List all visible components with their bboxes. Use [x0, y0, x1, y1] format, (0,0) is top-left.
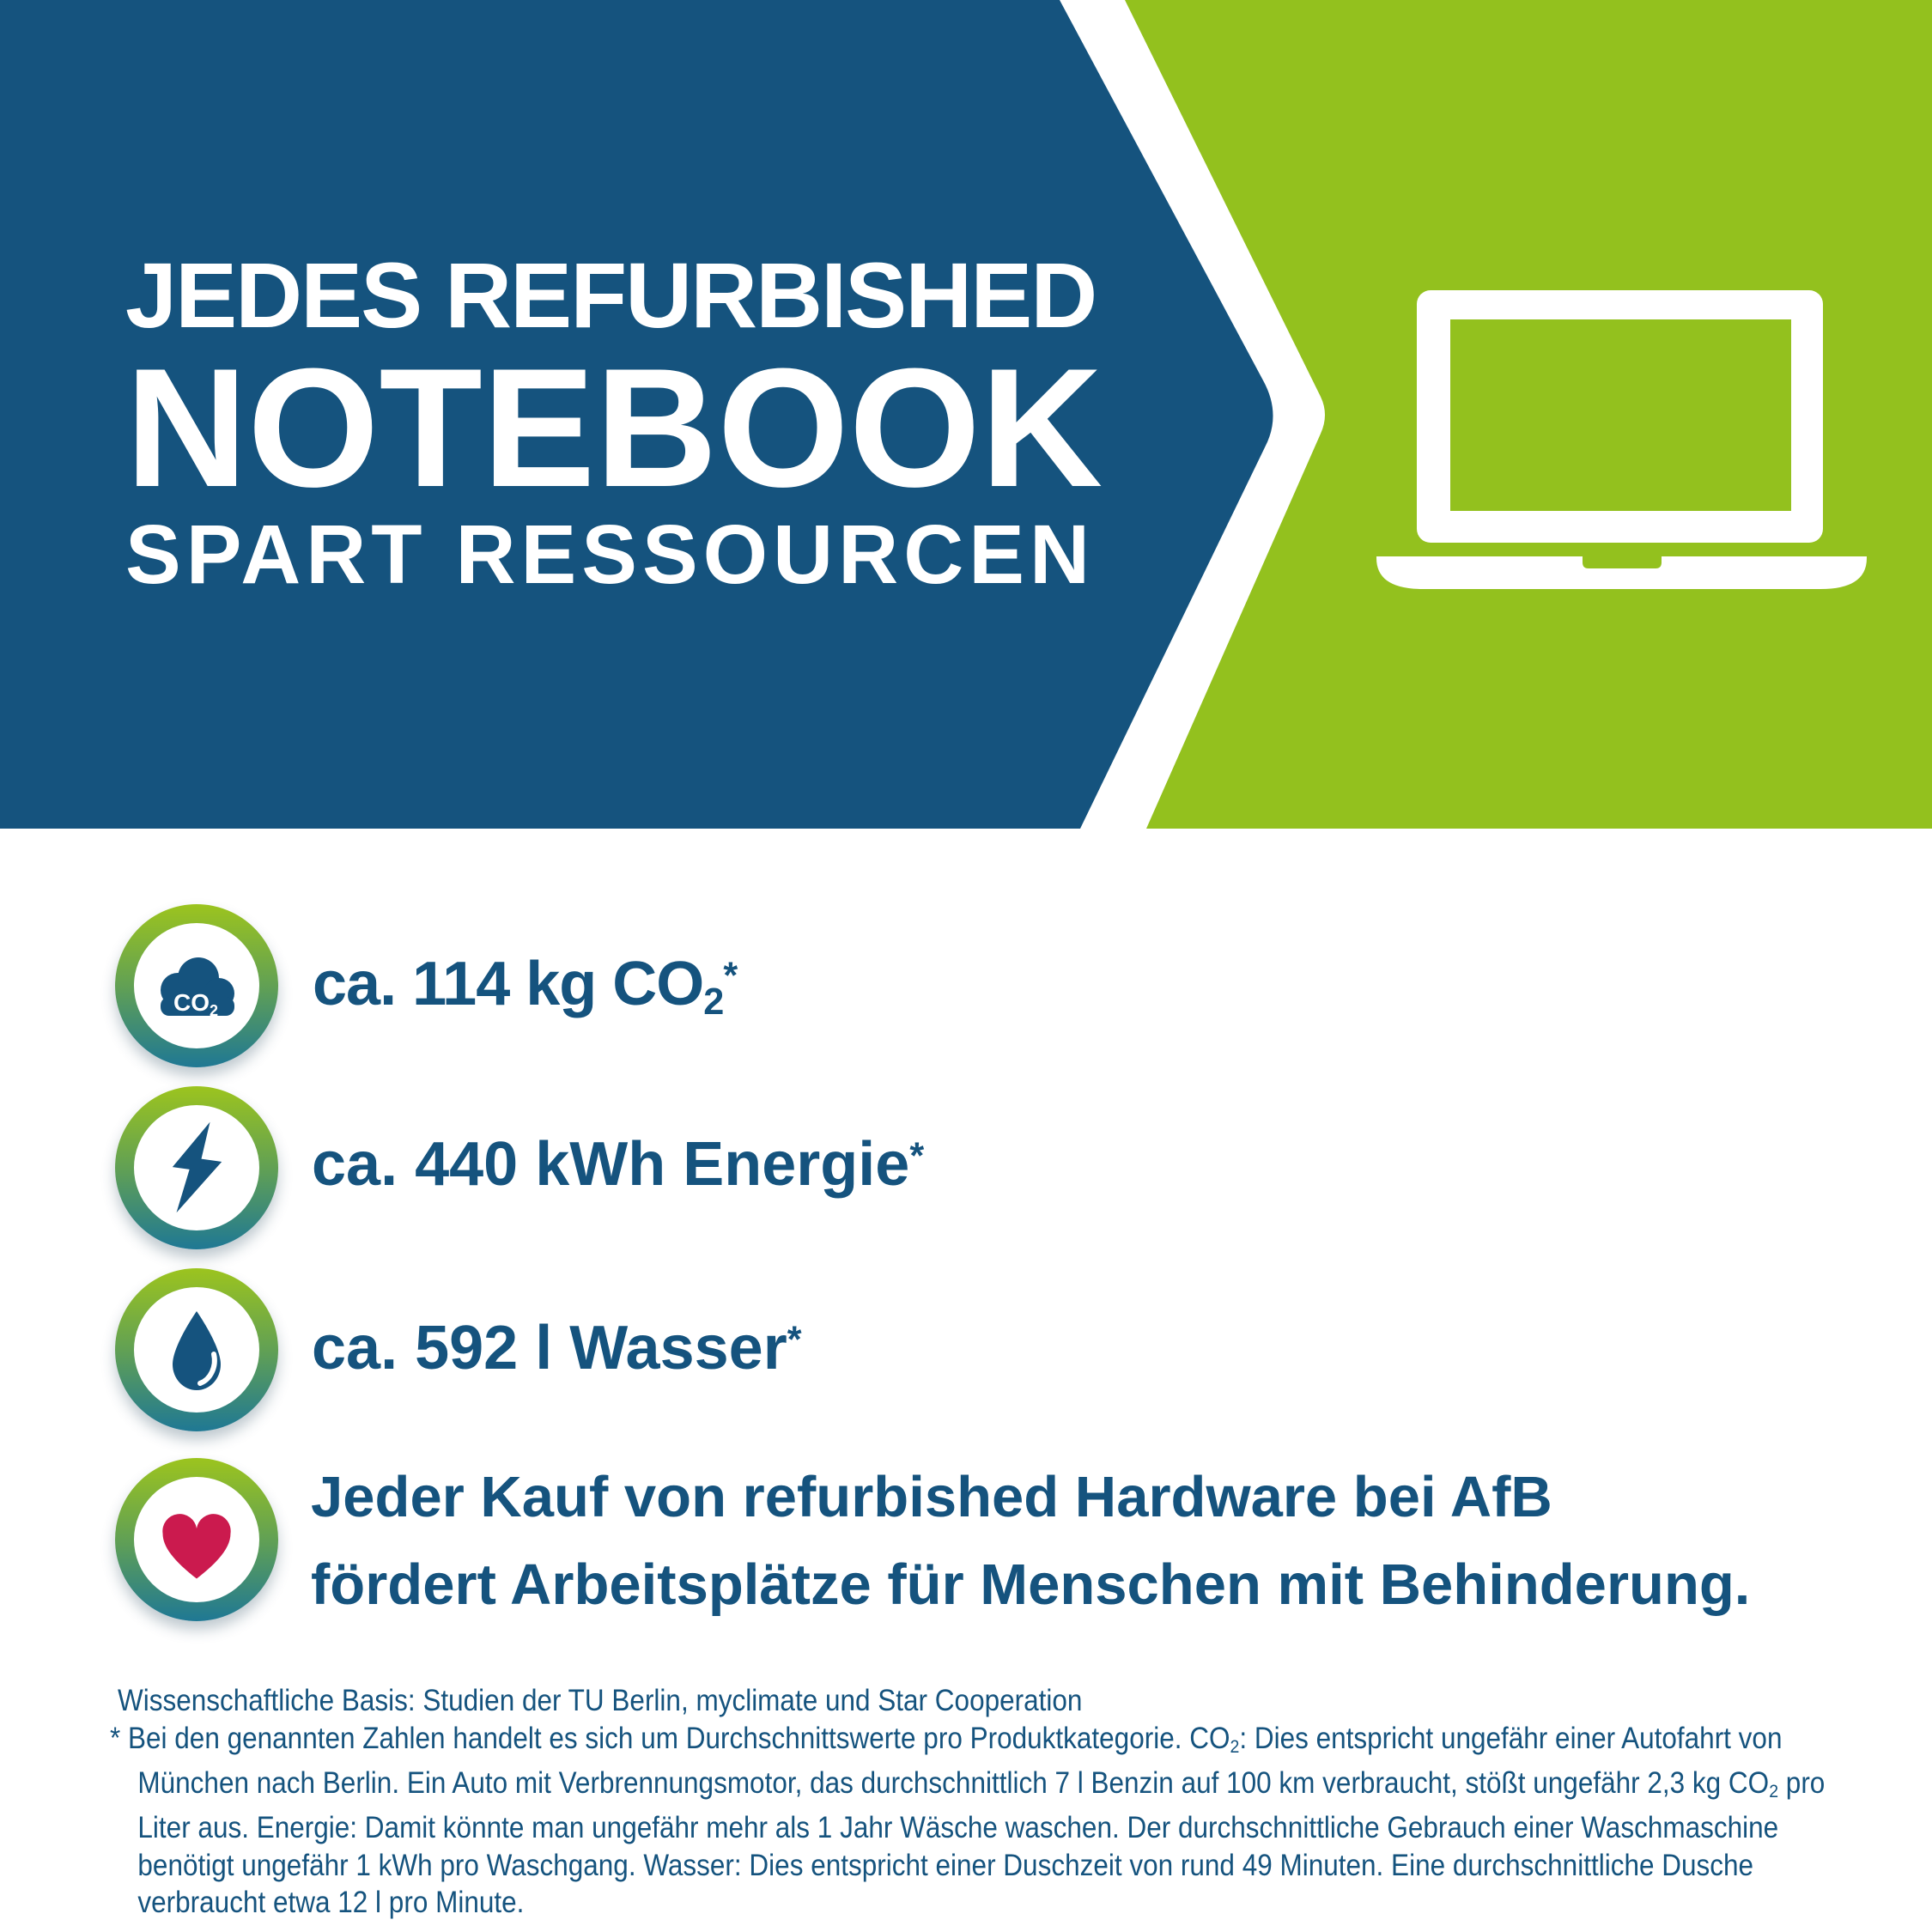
banner-title-line2: NOTEBOOK	[125, 333, 1103, 522]
water-drop-icon	[166, 1308, 228, 1394]
stat-social-text-line2: fördert Arbeitsplätze für Menschen mit Behinderung.	[311, 1552, 1751, 1617]
banner-title-line3: SPART RESSOURCEN	[125, 507, 1095, 601]
footnote-line: München nach Berlin. Ein Auto mit Verbrennungsmotor, das durchschnittlich 7 l Benzin auf 100 km verbraucht, stößt ungefähr 2,3 kg CO2 pro	[137, 1765, 1826, 1801]
stat-water-text: ca. 592 l Wasser*	[312, 1314, 802, 1382]
footnote-line: * Bei den genannten Zahlen handelt es sich um Durchschnittswerte pro Produktkategorie. CO2: Dies entspricht ungefähr einer Autofahrt von	[110, 1721, 1783, 1757]
laptop-screen	[1450, 319, 1791, 511]
footnote-lines	[110, 1682, 1932, 1922]
footnote-line: verbraucht etwa 12 l pro Minute.	[137, 1886, 525, 1920]
heart-icon	[156, 1509, 237, 1583]
stat-energy-text: ca. 440 kWh Energie*	[312, 1130, 925, 1199]
co2-cloud-icon	[147, 951, 246, 1024]
footnote-line: Wissenschaftliche Basis: Studien der TU Berlin, myclimate und Star Cooperation	[118, 1684, 1083, 1717]
stat-social-text-line1: Jeder Kauf von refurbished Hardware bei AfB	[311, 1465, 1552, 1529]
footnote	[110, 1682, 1932, 1922]
stat-co2-text: ca. 114 kg $CO_2^*$	[313, 950, 738, 1023]
co2-badge-label: $CO_2$	[173, 989, 219, 1019]
banner-title-line1: JEDES REFURBISHED	[125, 243, 1097, 347]
laptop-base-notch	[1583, 556, 1662, 568]
footnote-line: benötigt ungefähr 1 kWh pro Waschgang. Wasser: Dies entspricht einer Duschzeit von rund 49 Minuten. Eine durchschnittliche Dusche	[137, 1848, 1754, 1882]
footnote-line: Liter aus. Energie: Damit könnte man ungefähr mehr als 1 Jahr Wäsche waschen. Der durchschnittliche Gebrauch einer Waschmaschine	[137, 1811, 1779, 1845]
